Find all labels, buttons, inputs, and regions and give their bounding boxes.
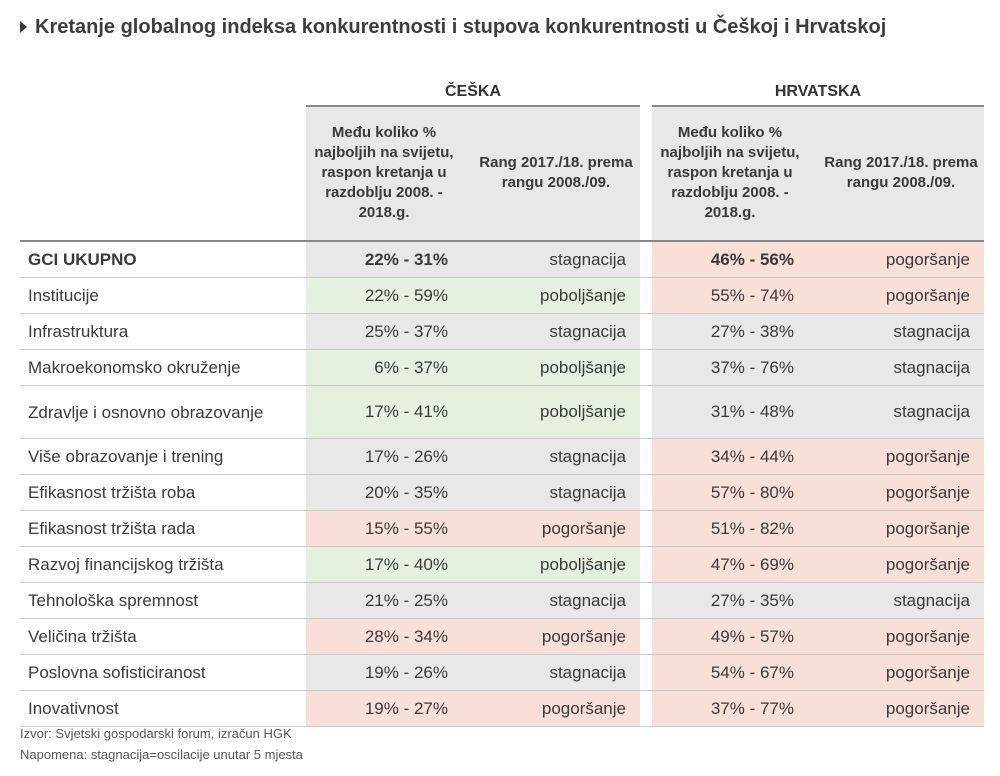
hr-range-cell: 55% - 74% <box>652 278 818 313</box>
row-label: Institucije <box>28 286 99 305</box>
hr-range-cell: 34% - 44% <box>652 439 818 474</box>
hr-range-cell: 49% - 57% <box>652 619 818 654</box>
cz-trend-cell: pogoršanje <box>472 511 640 546</box>
cz-range-cell: 17% - 40% <box>306 547 472 582</box>
group-header-cz: ČEŠKA <box>444 83 501 100</box>
hr-trend-cell: stagnacija <box>818 314 984 349</box>
hr-trend-cell: pogoršanje <box>818 278 984 313</box>
hr-trend-cell: stagnacija <box>818 350 984 385</box>
cz-trend-cell: stagnacija <box>472 583 640 618</box>
hr-range-cell: 51% - 82% <box>652 511 818 546</box>
chart-title <box>20 12 886 42</box>
cz-range-cell: 20% - 35% <box>306 475 472 510</box>
cz-range-cell: 6% - 37% <box>306 350 472 385</box>
row-label: Veličina tržišta <box>28 627 137 646</box>
row-label: Inovativnost <box>28 699 119 718</box>
hr-range-header: Među koliko % najboljih na svijetu, raspon kretanja u razdoblju 2008. - 2018.g. <box>660 124 800 221</box>
row-label: GCI UKUPNO <box>28 250 137 269</box>
footer-source: Izvor: Svjetski gospodarski forum, izračun HGK <box>20 726 292 741</box>
cz-range-cell: 25% - 37% <box>306 314 472 349</box>
cz-trend-cell: stagnacija <box>472 242 640 277</box>
hr-rank-header: Rang 2017./18. prema rangu 2008./09. <box>824 154 978 191</box>
row-label: Makroekonomsko okruženje <box>28 358 241 377</box>
hr-range-cell: 37% - 76% <box>652 350 818 385</box>
footer-note: Napomena: stagnacija=oscilacije unutar 5 mjesta <box>20 747 303 762</box>
cz-trend-cell: poboljšanje <box>472 278 640 313</box>
row-label: Razvoj financijskog tržišta <box>28 555 224 574</box>
hr-trend-cell: stagnacija <box>818 386 984 438</box>
cz-range-cell: 17% - 26% <box>306 439 472 474</box>
hr-trend-cell: pogoršanje <box>818 619 984 654</box>
hr-range-cell: 54% - 67% <box>652 655 818 690</box>
cz-trend-cell: stagnacija <box>472 655 640 690</box>
hr-range-cell: 46% - 56% <box>652 242 818 277</box>
cz-range-cell: 21% - 25% <box>306 583 472 618</box>
triangle-bullet-icon <box>20 21 27 33</box>
hr-range-cell: 27% - 38% <box>652 314 818 349</box>
cz-range-cell: 28% - 34% <box>306 619 472 654</box>
cz-trend-cell: pogoršanje <box>472 619 640 654</box>
row-label: Efikasnost tržišta roba <box>28 483 196 502</box>
cz-rank-header: Rang 2017./18. prema rangu 2008./09. <box>479 154 633 191</box>
row-label: Infrastruktura <box>28 322 129 341</box>
row-label: Zdravlje i osnovno obrazovanje <box>28 402 264 422</box>
hr-trend-cell: pogoršanje <box>818 242 984 277</box>
hr-trend-cell: pogoršanje <box>818 439 984 474</box>
row-label: Više obrazovanje i trening <box>28 447 224 466</box>
hr-range-cell: 37% - 77% <box>652 691 818 726</box>
hr-range-cell: 47% - 69% <box>652 547 818 582</box>
hr-trend-cell: pogoršanje <box>818 547 984 582</box>
hr-range-cell: 57% - 80% <box>652 475 818 510</box>
cz-trend-cell: poboljšanje <box>472 350 640 385</box>
cz-range-cell: 17% - 41% <box>306 386 472 438</box>
cz-range-cell: 22% - 59% <box>306 278 472 313</box>
cz-range-cell: 22% - 31% <box>306 242 472 277</box>
cz-trend-cell: stagnacija <box>472 314 640 349</box>
row-label: Efikasnost tržišta rada <box>28 519 196 538</box>
cz-range-header: Među koliko % najboljih na svijetu, raspon kretanja u razdoblju 2008. - 2018.g. <box>314 124 454 221</box>
cz-trend-cell: stagnacija <box>472 475 640 510</box>
hr-trend-cell: pogoršanje <box>818 691 984 726</box>
cz-trend-cell: pogoršanje <box>472 691 640 726</box>
cz-range-cell: 15% - 55% <box>306 511 472 546</box>
hr-trend-cell: pogoršanje <box>818 511 984 546</box>
cz-trend-cell: poboljšanje <box>472 547 640 582</box>
cz-range-cell: 19% - 27% <box>306 691 472 726</box>
hr-trend-cell: pogoršanje <box>818 475 984 510</box>
cz-trend-cell: poboljšanje <box>472 386 640 438</box>
row-label: Poslovna sofisticiranost <box>28 663 206 682</box>
hr-range-cell: 27% - 35% <box>652 583 818 618</box>
hr-trend-cell: pogoršanje <box>818 655 984 690</box>
hr-trend-cell: stagnacija <box>818 583 984 618</box>
cz-trend-cell: stagnacija <box>472 439 640 474</box>
group-header-hr: HRVATSKA <box>774 83 862 100</box>
title-text: Kretanje globalnog indeksa konkurentnosti i stupova konkurentnosti u Češkoj i Hrvatskoj <box>35 15 887 38</box>
row-label: Tehnološka spremnost <box>28 591 199 610</box>
cz-range-cell: 19% - 26% <box>306 655 472 690</box>
hr-range-cell: 31% - 48% <box>652 386 818 438</box>
